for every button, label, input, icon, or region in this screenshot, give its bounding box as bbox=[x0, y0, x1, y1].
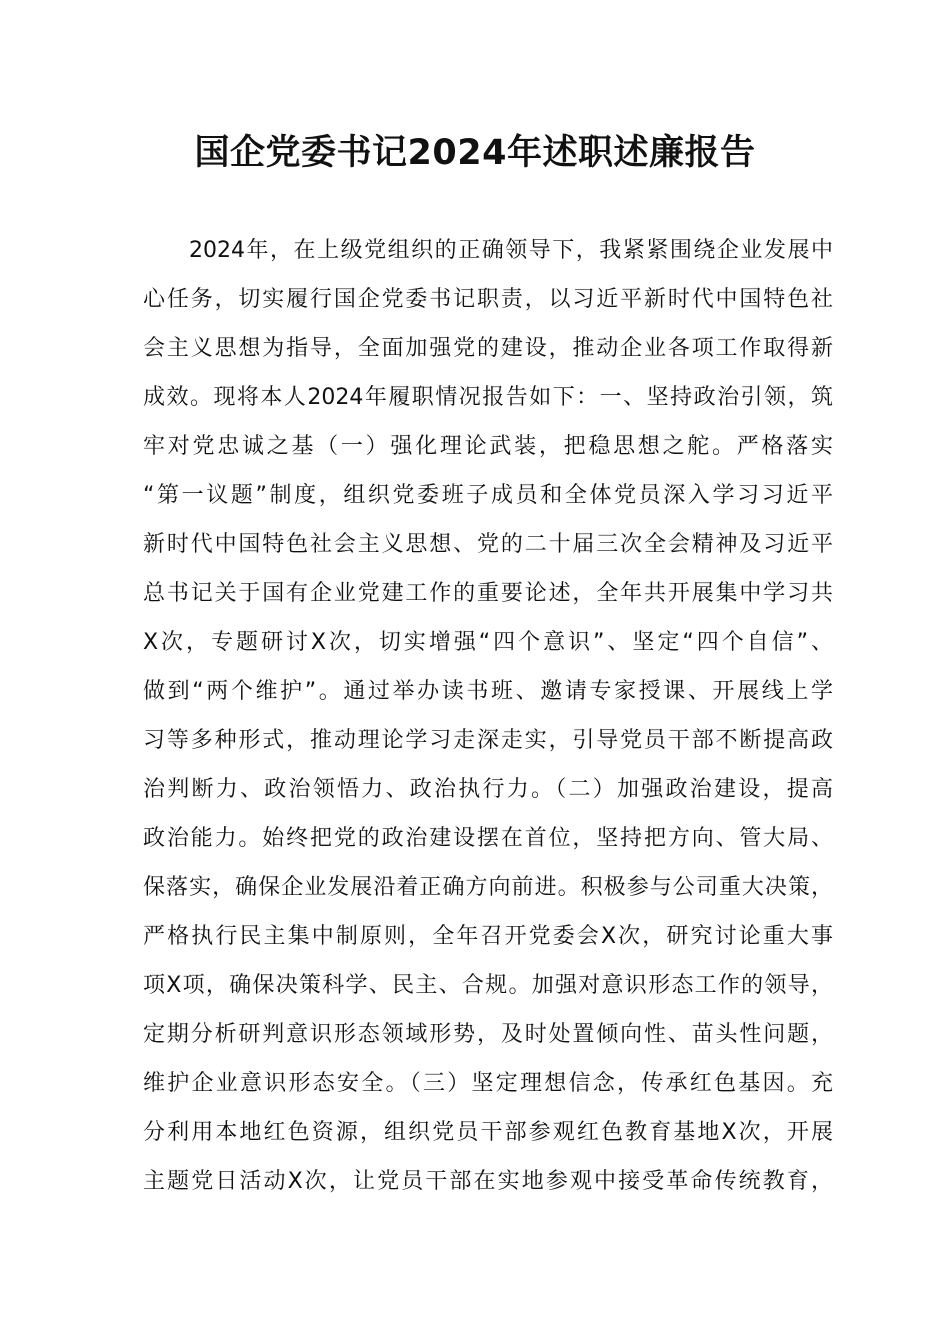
body-line: 习等多种形式，推动理论学习走深走实，引导党员干部不断提高政 bbox=[143, 728, 833, 753]
document-title: 国企党委书记2024年述职述廉报告 bbox=[194, 133, 756, 173]
body-line: X次，专题研讨X次，切实增强“四个意识”、坚定“四个自信”、 bbox=[143, 630, 833, 655]
body-line: “第一议题”制度，组织党委班子成员和全体党员深入学习习近平 bbox=[143, 483, 833, 508]
body-line: 牢对党忠诚之基（一）强化理论武装，把稳思想之舵。严格落实 bbox=[143, 434, 833, 459]
document-body bbox=[143, 230, 833, 1210]
body-line: 严格执行民主集中制原则，全年召开党委会X次，研究讨论重大事 bbox=[143, 924, 833, 949]
body-line: 维护企业意识形态安全。（三）坚定理想信念，传承红色基因。充 bbox=[143, 1071, 833, 1096]
body-line: 分利用本地红色资源，组织党员干部参观红色教育基地X次，开展 bbox=[143, 1120, 833, 1145]
body-line: 心任务，切实履行国企党委书记职责，以习近平新时代中国特色社 bbox=[143, 287, 833, 312]
body-line: 新时代中国特色社会主义思想、党的二十届三次全会精神及习近平 bbox=[143, 532, 833, 557]
body-line: 政治能力。始终把党的政治建设摆在首位，坚持把方向、管大局、 bbox=[143, 826, 833, 851]
body-line: 保落实，确保企业发展沿着正确方向前进。积极参与公司重大决策， bbox=[143, 875, 833, 900]
body-line: 会主义思想为指导，全面加强党的建设，推动企业各项工作取得新 bbox=[143, 336, 833, 361]
body-line: 做到“两个维护”。通过举办读书班、邀请专家授课、开展线上学 bbox=[143, 679, 833, 704]
body-line: 总书记关于国有企业党建工作的重要论述，全年共开展集中学习共 bbox=[143, 581, 833, 606]
body-line: 主题党日活动X次，让党员干部在实地参观中接受革命传统教育， bbox=[143, 1169, 833, 1194]
body-line: 成效。现将本人2024年履职情况报告如下：一、坚持政治引领，筑 bbox=[143, 385, 833, 410]
body-line: 项X项，确保决策科学、民主、合规。加强对意识形态工作的领导， bbox=[143, 973, 833, 998]
body-line: 定期分析研判意识形态领域形势，及时处置倾向性、苗头性问题， bbox=[143, 1022, 833, 1047]
body-line: 2024年，在上级党组织的正确领导下，我紧紧围绕企业发展中 bbox=[189, 238, 833, 263]
body-line: 治判断力、政治领悟力、政治执行力。（二）加强政治建设，提高 bbox=[143, 777, 833, 802]
